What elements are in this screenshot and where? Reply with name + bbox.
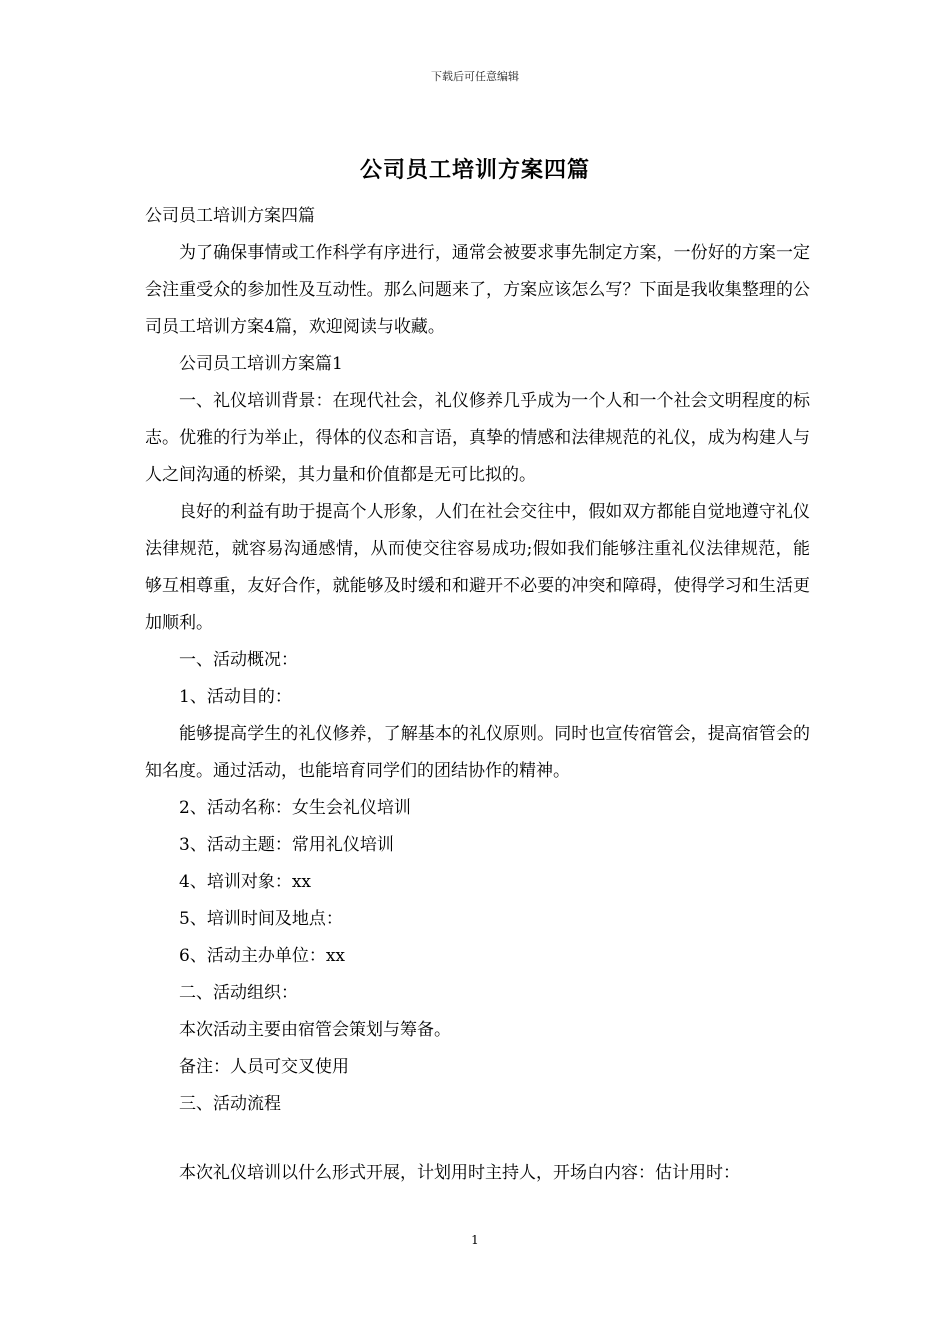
paragraph-benefits: 良好的利益有助于提高个人形象，人们在社会交往中，假如双方都能自觉地遵守礼仪法律规范，就容易沟通感情，从而使交往容易成功;假如我们能够注重礼仪法律规范，能够互相尊重，友好合作，就能够及时缓和和避开不必要的冲突和障碍，使得学习和生活更加顺利。 — [145, 502, 810, 633]
paragraph-purpose-heading: 1、活动目的： — [179, 687, 292, 707]
paragraph-purpose: 能够提高学生的礼仪修养，了解基本的礼仪原则。同时也宣传宿管会，提高宿管会的知名度。通过活动，也能培育同学们的团结协作的精神。 — [145, 724, 810, 781]
paragraph-subtitle: 公司员工培训方案四篇 — [145, 206, 315, 226]
paragraph-activity-theme: 3、活动主题：常用礼仪培训 — [179, 835, 394, 855]
paragraph-time-location: 5、培训时间及地点： — [179, 909, 343, 929]
page-header-note: 下载后可任意编辑 — [431, 70, 519, 83]
page-number: 1 — [471, 1233, 479, 1247]
paragraph-remark: 备注：人员可交叉使用 — [179, 1057, 349, 1077]
paragraph-process-heading: 三、活动流程 — [179, 1094, 281, 1114]
paragraph-background: 一、礼仪培训背景：在现代社会，礼仪修养几乎成为一个人和一个社会文明程度的标志。优雅的行为举止，得体的仪态和言语，真挚的情感和法律规范的礼仪，成为构建人与人之间沟通的桥梁，其力量和价值都是无可比拟的。 — [145, 391, 810, 485]
paragraph-process: 本次礼仪培训以什么形式开展，计划用时主持人，开场白内容：估计用时： — [179, 1163, 740, 1183]
document-title: 公司员工培训方案四篇 — [359, 157, 590, 183]
paragraph-training-target: 4、培训对象：xx — [179, 872, 311, 892]
paragraph-organization: 本次活动主要由宿管会策划与筹备。 — [179, 1020, 451, 1040]
paragraph-intro: 为了确保事情或工作科学有序进行，通常会被要求事先制定方案，一份好的方案一定会注重受众的参加性及互动性。那么问题来了，方案应该怎么写？下面是我收集整理的公司员工培训方案4篇，欢迎阅读与收藏。 — [145, 243, 810, 337]
paragraph-organizer: 6、活动主办单位：xx — [179, 946, 345, 966]
paragraph-activity-name: 2、活动名称：女生会礼仪培训 — [179, 798, 411, 818]
paragraph-overview-heading: 一、活动概况： — [179, 650, 298, 670]
paragraph-section-heading: 公司员工培训方案篇1 — [179, 354, 343, 374]
paragraph-organization-heading: 二、活动组织： — [179, 983, 298, 1003]
document-body — [145, 198, 810, 1192]
